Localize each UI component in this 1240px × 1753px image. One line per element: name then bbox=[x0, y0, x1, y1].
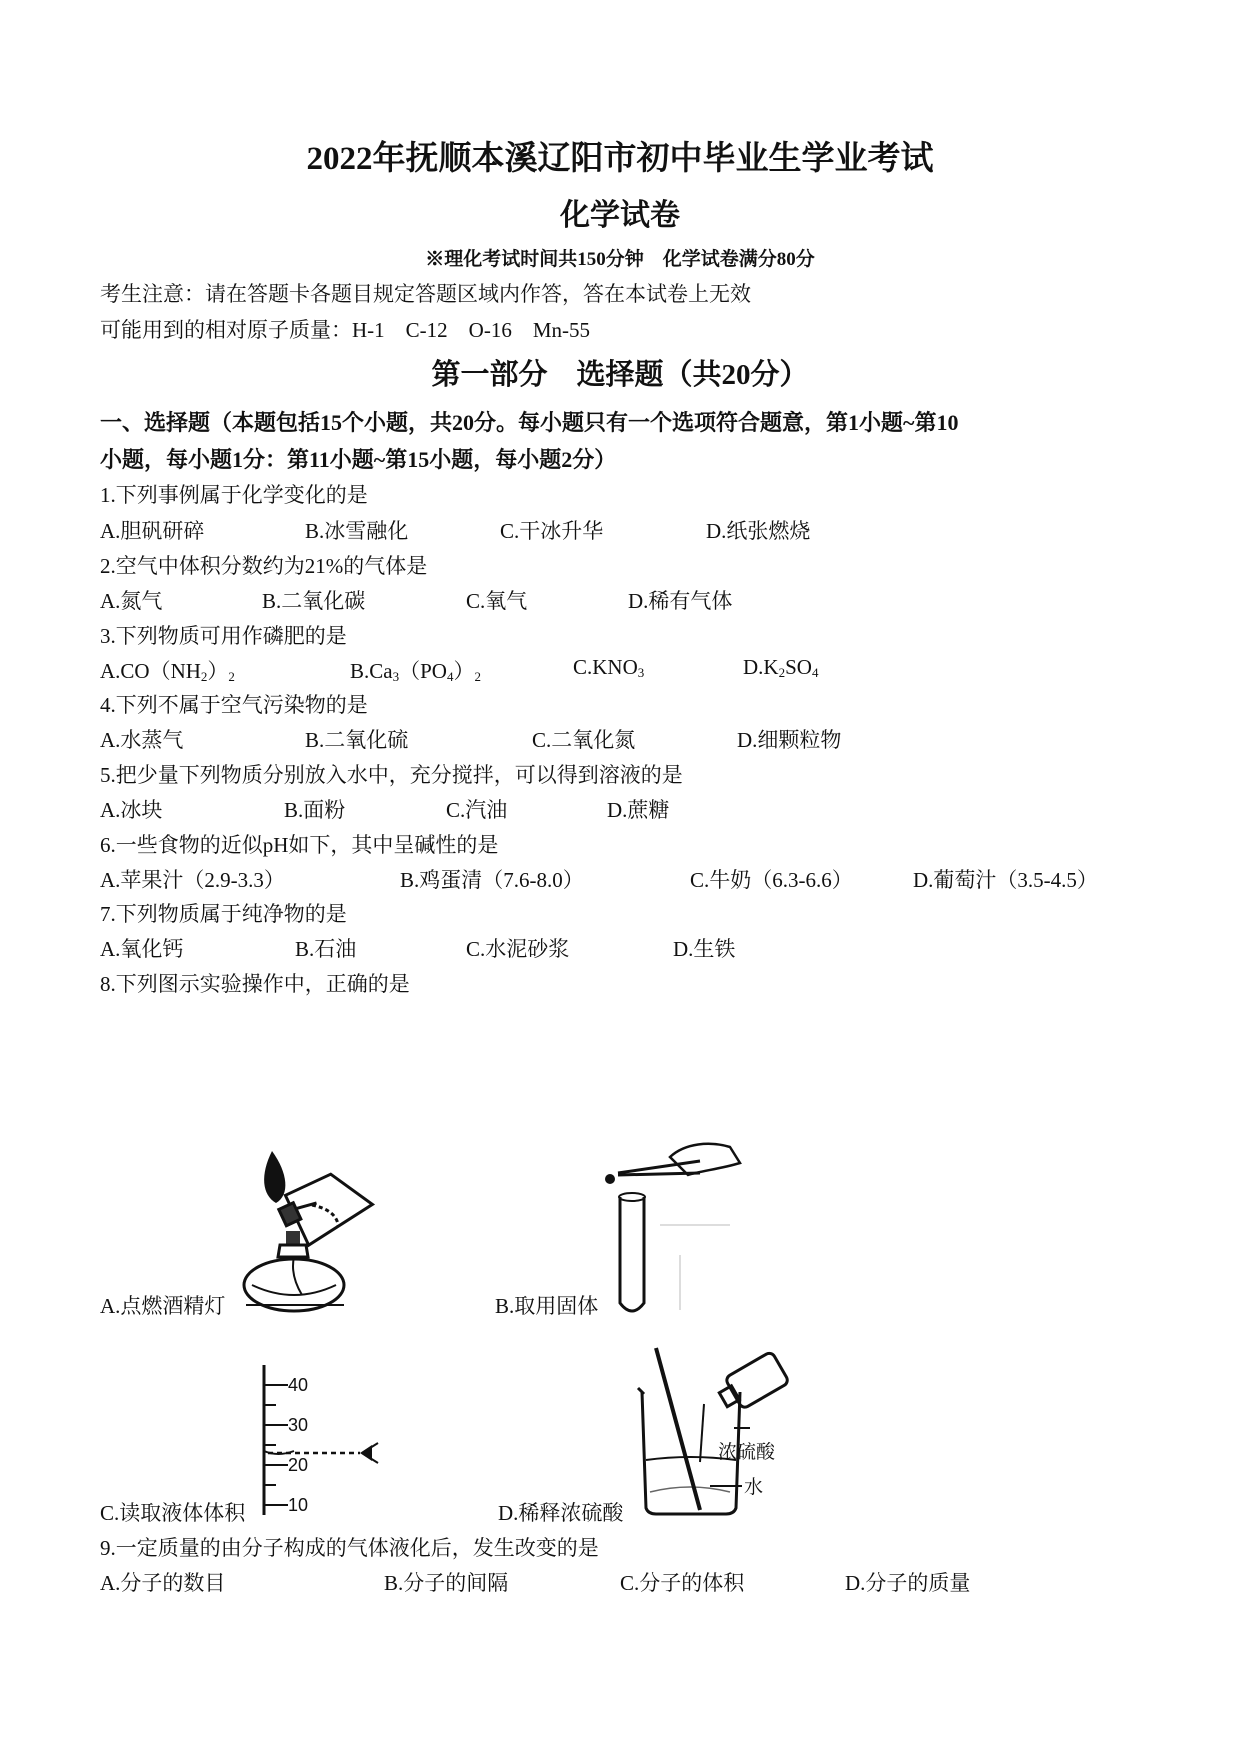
question-9-option-d: D.分子的质量 bbox=[845, 1571, 971, 1595]
question-8-option-b: B.取用固体 bbox=[495, 1294, 599, 1318]
question-6-option-c: C.牛奶（6.3-6.6） bbox=[690, 868, 853, 892]
question-5-option-a: A.冰块 bbox=[100, 798, 163, 822]
question-1-option-b: B.冰雪融化 bbox=[305, 519, 409, 543]
question-4-option-d: D.细颗粒物 bbox=[737, 728, 842, 752]
question-1-stem: 1.下列事例属于化学变化的是 bbox=[100, 483, 368, 507]
question-9-stem: 9.一定质量的由分子构成的气体液化后，发生改变的是 bbox=[100, 1536, 599, 1560]
exam-time-note: ※理化考试时间共150分钟 化学试卷满分80分 bbox=[425, 249, 815, 270]
question-1-option-a: A.胆矾研碎 bbox=[100, 519, 205, 543]
question-2-stem: 2.空气中体积分数约为21%的气体是 bbox=[100, 554, 428, 578]
cylinder-tick-20: 20 bbox=[288, 1455, 309, 1475]
question-3-option-d: $D.K_2SO_4$ bbox=[743, 655, 819, 680]
exam-subtitle: 化学试卷 bbox=[560, 199, 680, 232]
label-concentrated-acid: 浓硫酸 bbox=[718, 1441, 776, 1463]
question-9-option-a: A.分子的数目 bbox=[100, 1571, 226, 1595]
question-2-option-b: B.二氧化碳 bbox=[262, 589, 366, 613]
exam-title: 2022年抚顺本溪辽阳市初中毕业生学业考试 bbox=[306, 141, 934, 177]
figure-measuring-cylinder-icon bbox=[248, 1365, 398, 1515]
candidate-notice: 考生注意：请在答题卡各题目规定答题区域内作答，答在本试卷上无效 bbox=[100, 282, 751, 306]
question-2-option-a: A.氮气 bbox=[100, 589, 163, 613]
question-1-option-c: C.干冰升华 bbox=[500, 519, 604, 543]
question-8-option-c: C.读取液体体积 bbox=[100, 1501, 246, 1525]
figure-test-tube-icon bbox=[600, 1135, 750, 1320]
cylinder-tick-10: 10 bbox=[288, 1495, 309, 1515]
question-2-option-d: D.稀有气体 bbox=[628, 589, 733, 613]
atomic-mass-line: 可能用到的相对原子质量：H-1 C-12 O-16 Mn-55 bbox=[100, 318, 590, 342]
question-7-option-d: D.生铁 bbox=[673, 937, 736, 961]
question-3-stem: 3.下列物质可用作磷肥的是 bbox=[100, 624, 347, 648]
part1-instructions-line2: 小题，每小题1分：第11小题~第15小题，每小题2分） bbox=[100, 447, 617, 472]
question-6-option-a: A.苹果汁（2.9-3.3） bbox=[100, 868, 285, 892]
question-7-stem: 7.下列物质属于纯净物的是 bbox=[100, 902, 347, 926]
question-4-option-a: A.水蒸气 bbox=[100, 728, 184, 752]
question-8-option-d: D.稀释浓硫酸 bbox=[498, 1501, 624, 1525]
question-9-option-b: B.分子的间隔 bbox=[384, 1571, 509, 1595]
question-6-option-d: D.葡萄汁（3.5-4.5） bbox=[913, 868, 1098, 892]
question-7-option-a: A.氧化钙 bbox=[100, 937, 184, 961]
part1-title: 第一部分 选择题（共20分） bbox=[431, 359, 809, 391]
figure-beaker-dilution-icon bbox=[630, 1342, 805, 1517]
question-4-option-c: C.二氧化氮 bbox=[532, 728, 636, 752]
label-water: 水 bbox=[744, 1476, 764, 1498]
part1-instructions-line1: 一、选择题（本题包括15个小题，共20分。每小题只有一个选项符合题意，第1小题~第10 bbox=[100, 410, 959, 435]
question-3-option-b: $B.Ca_3(PO_4)_2$ bbox=[350, 659, 481, 684]
cylinder-tick-40: 40 bbox=[288, 1375, 309, 1395]
question-4-option-b: B.二氧化硫 bbox=[305, 728, 409, 752]
question-5-option-c: C.汽油 bbox=[446, 798, 508, 822]
question-9-option-c: C.分子的体积 bbox=[620, 1571, 745, 1595]
question-7-option-b: B.石油 bbox=[295, 937, 357, 961]
question-8-option-a: A.点燃酒精灯 bbox=[100, 1294, 226, 1318]
question-5-stem: 5.把少量下列物质分别放入水中，充分搅拌，可以得到溶液的是 bbox=[100, 763, 683, 787]
question-3-option-a: $A.CO(NH_2)_2$ bbox=[100, 659, 235, 684]
figure-alcohol-lamp-icon bbox=[232, 1145, 392, 1315]
question-2-option-c: C.氧气 bbox=[466, 589, 528, 613]
question-3-option-c: $C.KNO_3$ bbox=[573, 655, 645, 680]
question-5-option-b: B.面粉 bbox=[284, 798, 346, 822]
question-1-option-d: D.纸张燃烧 bbox=[706, 519, 811, 543]
question-7-option-c: C.水泥砂浆 bbox=[466, 937, 570, 961]
question-6-option-b: B.鸡蛋清（7.6-8.0） bbox=[400, 868, 584, 892]
question-5-option-d: D.蔗糖 bbox=[607, 798, 670, 822]
question-4-stem: 4.下列不属于空气污染物的是 bbox=[100, 693, 368, 717]
cylinder-tick-30: 30 bbox=[288, 1415, 309, 1435]
question-8-stem: 8.下列图示实验操作中，正确的是 bbox=[100, 972, 410, 996]
question-6-stem: 6.一些食物的近似pH如下，其中呈碱性的是 bbox=[100, 833, 499, 857]
